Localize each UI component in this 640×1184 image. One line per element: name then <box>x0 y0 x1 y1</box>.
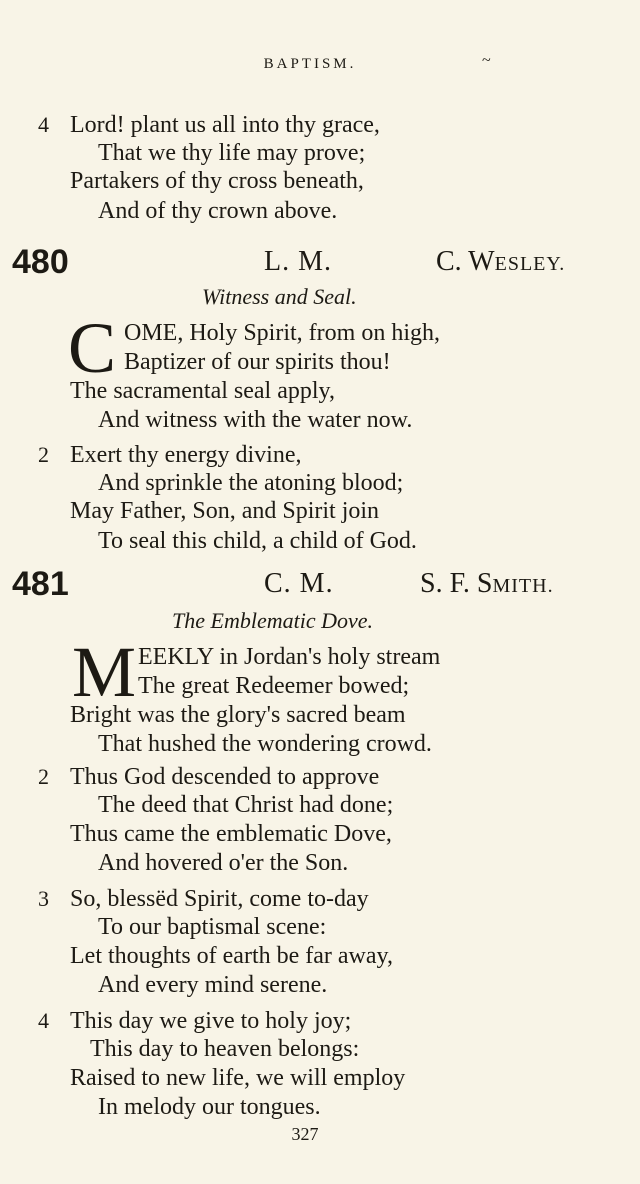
verse-line: Partakers of thy cross beneath, <box>70 168 364 194</box>
verse-line: In melody our tongues. <box>98 1094 321 1120</box>
verse-line: Let thoughts of earth be far away, <box>70 943 393 969</box>
hymn-meter: L. M. <box>264 246 332 277</box>
verse-line: The sacramental seal apply, <box>70 378 335 404</box>
verse-line: This day to heaven belongs: <box>90 1036 360 1062</box>
verse-line: Bright was the glory's sacred beam <box>70 702 406 728</box>
verse-line: That we thy life may prove; <box>98 140 366 166</box>
verse-line: And witness with the water now. <box>98 407 413 433</box>
hymn-subtitle: Witness and Seal. <box>202 284 357 309</box>
verse-line: To our baptismal scene: <box>98 914 327 940</box>
author-rest: MITH. <box>492 575 554 597</box>
verse-line: Exert thy energy divine, <box>70 442 302 468</box>
verse-line: EEKLY in Jordan's holy stream <box>138 644 441 670</box>
hymn-number: 480 <box>12 243 69 281</box>
page-number: 327 <box>291 1124 319 1144</box>
verse-line: Raised to new life, we will employ <box>70 1065 406 1091</box>
verse-number: 3 <box>38 886 49 911</box>
verse-number: 2 <box>38 442 49 467</box>
hymn-number: 481 <box>12 565 69 603</box>
verse-number: 4 <box>38 112 49 137</box>
verse-line: Thus God descended to approve <box>70 764 380 790</box>
author-rest: ESLEY. <box>494 253 566 275</box>
drop-cap: C <box>68 308 117 388</box>
verse-line: This day we give to holy joy; <box>70 1008 352 1034</box>
verse-line: To seal this child, a child of God. <box>98 528 417 554</box>
verse-line: And of thy crown above. <box>98 198 338 224</box>
author-initial: S. F. S <box>420 568 493 599</box>
verse-line: May Father, Son, and Spirit join <box>70 498 380 524</box>
author-initial: C. W <box>436 246 495 277</box>
verse-line: That hushed the wondering crowd. <box>98 731 432 757</box>
verse-number: 2 <box>38 764 49 789</box>
verse-line: The great Redeemer bowed; <box>138 673 410 699</box>
verse-line: And sprinkle the atoning blood; <box>98 470 404 496</box>
page-header: BAPTISM. <box>263 56 357 72</box>
verse-line: Thus came the emblematic Dove, <box>70 821 392 847</box>
verse-number: 4 <box>38 1008 49 1033</box>
header-ornament: ~ <box>482 52 491 69</box>
hymn-subtitle: The Emblematic Dove. <box>172 608 373 633</box>
verse-line: Baptizer of our spirits thou! <box>124 349 391 375</box>
drop-cap: M <box>72 632 137 712</box>
hymn-author <box>436 242 565 284</box>
verse-line: The deed that Christ had done; <box>98 792 394 818</box>
verse-line: So, blessëd Spirit, come to-day <box>70 886 369 912</box>
verse-line: And hovered o'er the Son. <box>98 850 349 876</box>
hymn-author <box>420 564 554 606</box>
verse-line: Lord! plant us all into thy grace, <box>70 112 380 138</box>
verse-line: And every mind serene. <box>98 972 328 998</box>
verse-line: OME, Holy Spirit, from on high, <box>124 320 440 346</box>
hymn-meter: C. M. <box>264 568 334 599</box>
